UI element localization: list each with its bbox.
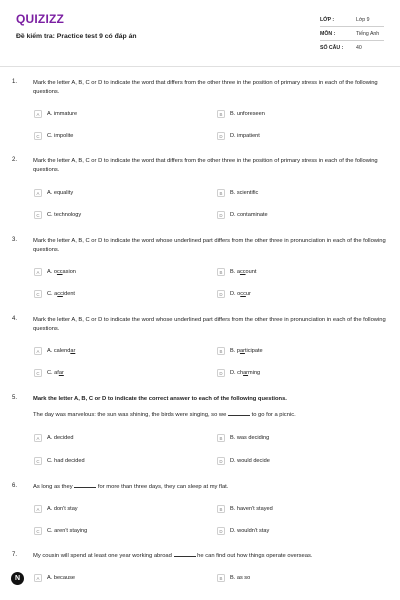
option-label: B. scientific: [230, 190, 259, 196]
option-a[interactable]: [34, 110, 77, 118]
option-letter: D: [217, 369, 225, 377]
option-label: D. would decide: [230, 458, 270, 464]
quizizz-logo: QUIZIZZ: [16, 12, 65, 26]
option-letter: A: [34, 268, 42, 276]
question-number: 4.: [12, 316, 18, 322]
option-label: B. was deciding: [230, 435, 270, 441]
answer-blank: [228, 415, 250, 416]
option-letter: C: [34, 290, 42, 298]
option-letter: B: [217, 268, 225, 276]
option-letter: B: [217, 347, 225, 355]
meta-row-count: [320, 41, 384, 54]
option-b[interactable]: [217, 434, 269, 442]
option-d[interactable]: [217, 457, 270, 465]
question-number: 1.: [12, 79, 18, 85]
option-letter: C: [34, 457, 42, 465]
floating-n-badge[interactable]: N: [11, 572, 24, 585]
option-letter: B: [217, 505, 225, 513]
option-letter: A: [34, 189, 42, 197]
option-label: A. because: [47, 575, 75, 581]
option-d[interactable]: [217, 527, 269, 535]
option-d[interactable]: [217, 132, 260, 140]
option-letter: B: [217, 110, 225, 118]
option-label: B. account: [230, 269, 257, 275]
answer-blank: [174, 556, 196, 557]
option-a[interactable]: [34, 505, 78, 513]
option-label: C. had decided: [47, 458, 85, 464]
option-a[interactable]: [34, 268, 76, 276]
option-label: B. haven't stayed: [230, 506, 273, 512]
option-label: A. equality: [47, 190, 74, 196]
option-c[interactable]: [34, 211, 81, 219]
question-text: Mark the letter A, B, C or D to indicate the word whose underlined part differs from the other three in pronunciation in each of the following questions.: [33, 317, 386, 332]
option-b[interactable]: [217, 347, 263, 355]
option-label: A. don't stay: [47, 506, 78, 512]
option-d[interactable]: [217, 290, 251, 298]
option-letter: D: [217, 211, 225, 219]
option-label: D. impatient: [230, 133, 260, 139]
option-letter: D: [217, 132, 225, 140]
option-letter: A: [34, 347, 42, 355]
option-b[interactable]: [217, 189, 258, 197]
question-number: 6.: [12, 483, 18, 489]
option-label: A. decided: [47, 435, 74, 441]
option-label: D. charming: [230, 370, 261, 376]
meta-row-subject: [320, 27, 384, 41]
option-d[interactable]: [217, 369, 260, 377]
option-c[interactable]: [34, 369, 64, 377]
meta-value: Lớp 9: [356, 16, 370, 23]
option-letter: B: [217, 189, 225, 197]
option-b[interactable]: [217, 505, 273, 513]
question-text: Mark the letter A, B, C or D to indicate the correct answer to each of the following questions.: [33, 396, 287, 402]
question-text: Mark the letter A, B, C or D to indicate the word whose underlined part differs from the other three in pronunciation in each of the following questions.: [33, 238, 386, 253]
option-label: C. accident: [47, 291, 75, 297]
option-letter: B: [217, 574, 225, 582]
option-label: B. as so: [230, 575, 251, 581]
question-number: 5.: [12, 395, 18, 401]
option-letter: D: [217, 457, 225, 465]
option-letter: C: [34, 369, 42, 377]
question-number: 7.: [12, 552, 18, 558]
question-sentence: The day was marvelous: the sun was shining, the birds were singing, so we to go for a picnic.: [33, 412, 296, 418]
meta-key: LỚP :: [320, 16, 335, 23]
option-label: D. occur: [230, 291, 251, 297]
question-number: 2.: [12, 157, 18, 163]
option-label: D. contaminate: [230, 212, 268, 218]
option-letter: B: [217, 434, 225, 442]
option-c[interactable]: [34, 290, 75, 298]
option-letter: D: [217, 527, 225, 535]
option-a[interactable]: [34, 347, 75, 355]
meta-table: [320, 13, 384, 54]
question-text: My cousin will spend at least one year working abroad he can find out how things operate overseas.: [33, 553, 313, 559]
option-letter: C: [34, 132, 42, 140]
option-letter: A: [34, 574, 42, 582]
option-b[interactable]: [217, 268, 256, 276]
option-c[interactable]: [34, 132, 73, 140]
option-label: A. immature: [47, 111, 78, 117]
option-letter: C: [34, 527, 42, 535]
option-letter: A: [34, 434, 42, 442]
option-label: A. occasion: [47, 269, 76, 275]
option-letter: D: [217, 290, 225, 298]
option-label: C. impolite: [47, 133, 74, 139]
answer-blank: [74, 487, 96, 488]
option-d[interactable]: [217, 211, 268, 219]
option-letter: A: [34, 110, 42, 118]
option-c[interactable]: [34, 527, 87, 535]
option-letter: C: [34, 211, 42, 219]
option-a[interactable]: [34, 189, 73, 197]
option-b[interactable]: [217, 110, 265, 118]
option-label: D. wouldn't stay: [230, 528, 270, 534]
meta-value: Tiếng Anh: [356, 30, 380, 37]
meta-key: MÔN :: [320, 30, 336, 37]
question-text: Mark the letter A, B, C or D to indicate the word that differs from the other three in the position of primary stress in each of the following questions.: [33, 80, 378, 95]
option-b[interactable]: [217, 574, 250, 582]
option-label: B. unforeseen: [230, 111, 265, 117]
meta-row-grade: [320, 13, 384, 27]
option-a[interactable]: [34, 434, 73, 442]
meta-key: SỐ CÂU :: [320, 44, 344, 51]
page-title: Đề kiểm tra: Practice test 9 có đáp án: [16, 33, 137, 40]
option-label: A. calendar: [47, 348, 76, 354]
question-text: Mark the letter A, B, C or D to indicate the word that differs from the other three in the position of primary stress in each of the following questions.: [33, 158, 378, 173]
header-divider: [0, 66, 400, 67]
option-label: C. technology: [47, 212, 82, 218]
meta-value: 40: [356, 44, 362, 51]
option-c[interactable]: [34, 457, 85, 465]
option-letter: A: [34, 505, 42, 513]
question-number: 3.: [12, 237, 18, 243]
option-label: B. participate: [230, 348, 263, 354]
option-a[interactable]: [34, 574, 75, 582]
option-label: C. afar: [47, 370, 64, 376]
option-label: C. aren't staying: [47, 528, 88, 534]
question-text: As long as they for more than three days, they can sleep at my flat.: [33, 484, 229, 490]
